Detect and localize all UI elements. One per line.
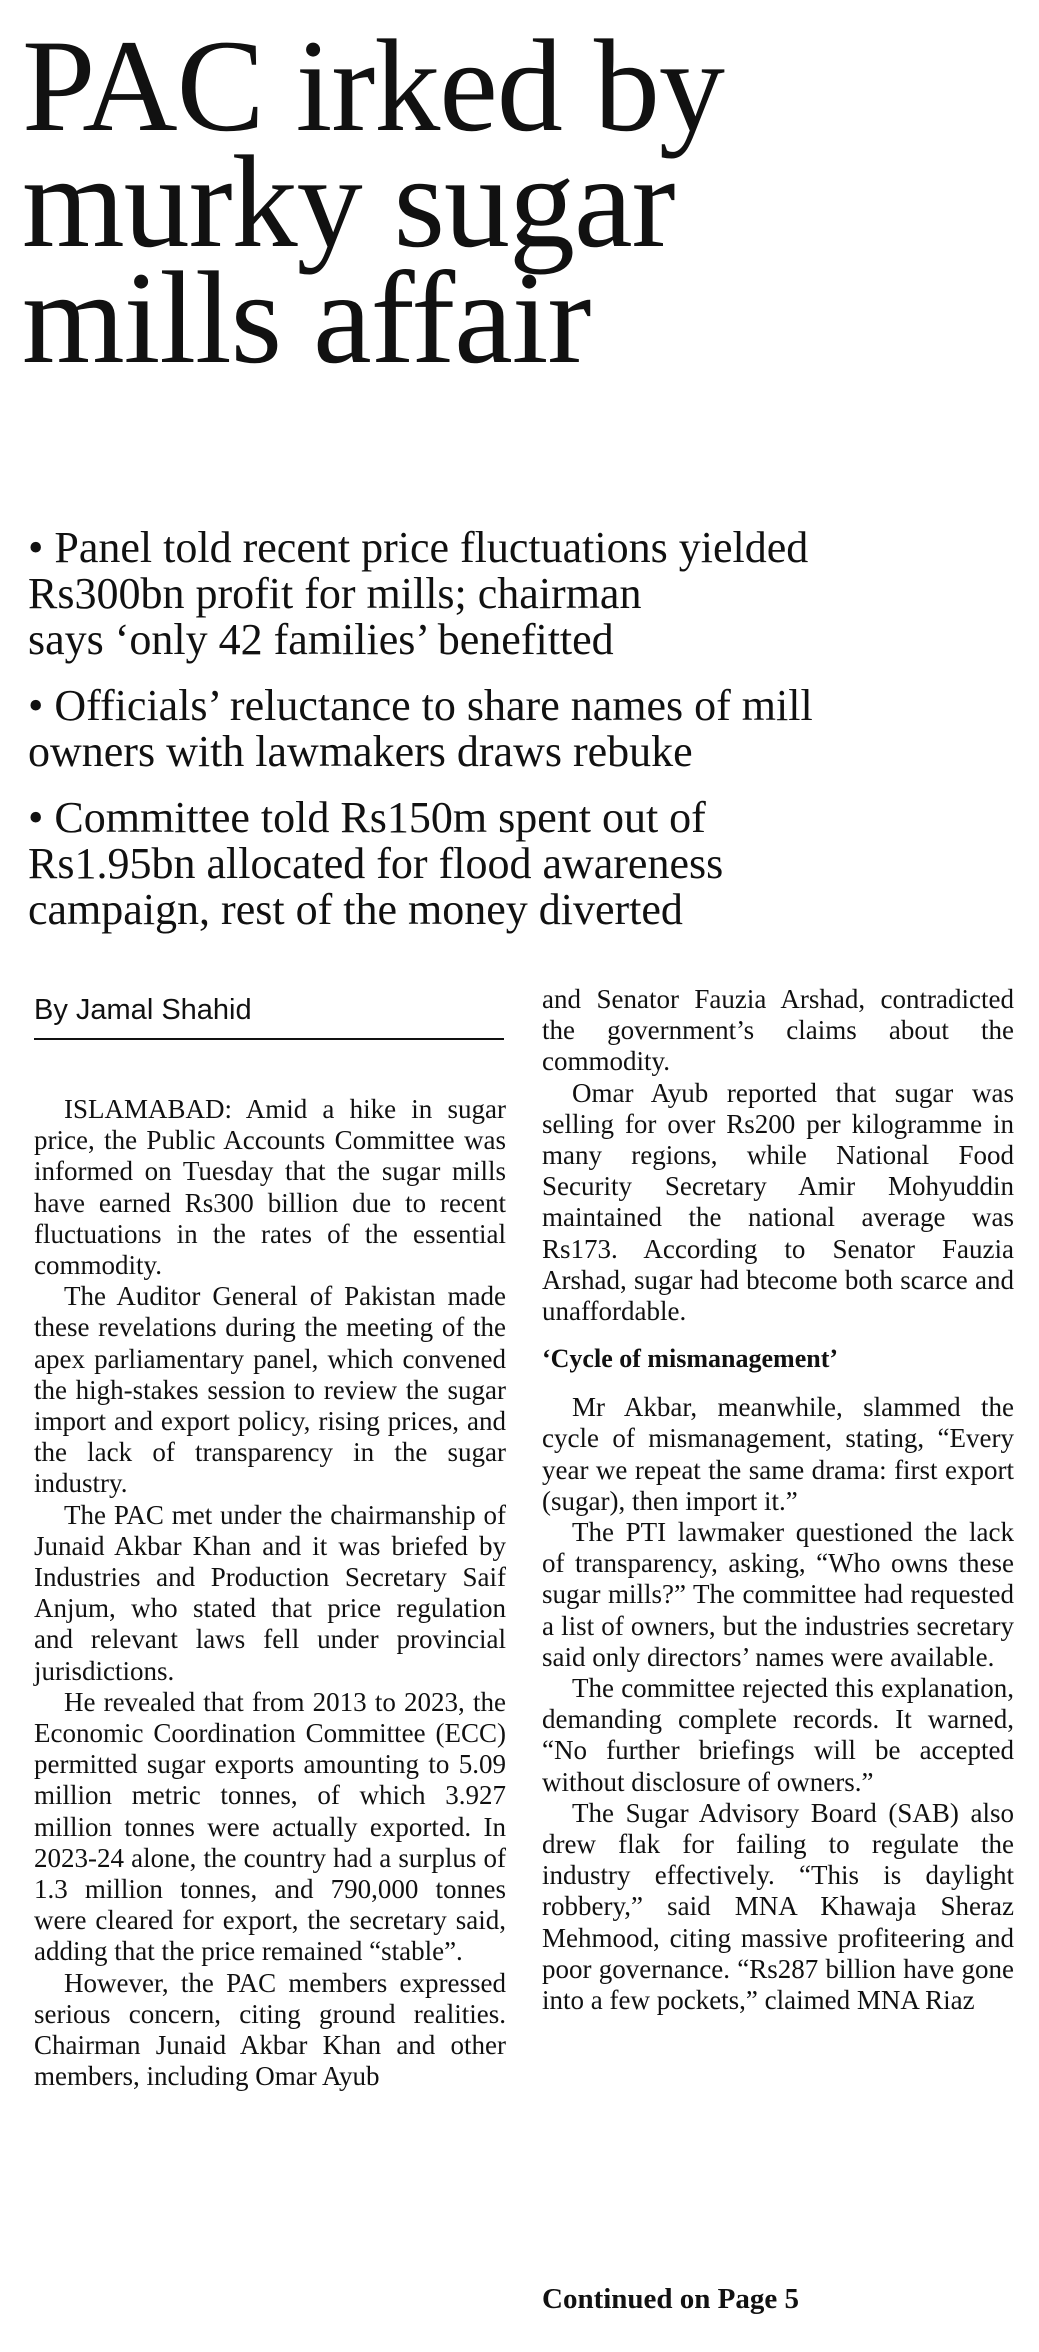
bullet-line: • Committee told Rs150m spent out of — [28, 793, 706, 842]
summary-bullet — [28, 795, 1018, 933]
article-paragraph: and Senator Fauzia Arshad, contradicted the government’s claims about the commodity. — [542, 984, 1014, 1077]
headline — [22, 12, 1022, 391]
article-paragraph: The PTI lawmaker questioned the lack of transparency, asking, “Who owns these sugar mills?” The committee had requested a list of owners, but the industries secretary said only directors’ names were available. — [542, 1517, 1014, 1672]
article-paragraph: The committee rejected this explanation, demanding complete records. It warned, “No further briefings will be accepted without disclosure of owners.” — [542, 1673, 1014, 1797]
bullet-line: • Panel told recent price fluctuations yielded — [28, 523, 809, 572]
article-column-right — [542, 984, 1014, 2016]
article-paragraph: The PAC met under the chairmanship of Junaid Akbar Khan and it was briefed by Industries and Production Secretary Saif Anjum, who stated that price regulation and relevant laws fell under provincial jurisdictions. — [34, 1499, 506, 1686]
bullet-line: says ‘only 42 families’ benefitted — [28, 615, 614, 664]
article-column-left — [34, 1094, 506, 2093]
bullet-line: Rs300bn profit for mills; chairman — [28, 569, 642, 618]
bullet-line: owners with lawmakers draws rebuke — [28, 727, 693, 776]
headline-line: PAC irked by — [22, 12, 724, 159]
bullet-line: Rs1.95bn allocated for flood awareness — [28, 839, 724, 888]
headline-line: mills affair — [22, 244, 591, 391]
article-paragraph: The Auditor General of Pakistan made these revelations during the meeting of the apex parliamentary panel, which convened the high-stakes session to review the sugar import and export policy, rising prices, and the lack of transparency in the sugar industry. — [34, 1281, 506, 1499]
article-paragraph: Mr Akbar, meanwhile, slammed the cycle of mismanagement, stating, “Every year we repeat the same drama: first export (sugar), then import it.” — [542, 1392, 1014, 1516]
summary-bullets — [28, 525, 1018, 953]
article-paragraph: Omar Ayub reported that sugar was selling for over Rs200 per kilogramme in many regions, while National Food Security Secretary Amir Mohyuddin maintained the national average was Rs173. According to Senator Fauzia Arshad, sugar had btecome both scarce and unaffordable. — [542, 1077, 1014, 1327]
continued-notice[interactable]: Continued on Page 5 — [542, 2283, 800, 2315]
article-paragraph: The Sugar Advisory Board (SAB) also drew flak for failing to regulate the industry effectively. “This is daylight robbery,” said MNA Khawaja Sheraz Mehmood, citing massive profiteering and poor governance. “Rs287 billion have gone into a few pockets,” claimed MNA Riaz — [542, 1797, 1014, 2016]
article-paragraph: ISLAMABAD: Amid a hike in sugar price, the Public Accounts Committee was informed on Tuesday that the sugar mills have earned Rs300 billion due to recent fluctuations in the rates of the essential commodity. — [34, 1094, 506, 1281]
article-paragraph: However, the PAC members expressed serious concern, citing ground realities. Chairman Junaid Akbar Khan and other members, including Omar Ayub — [34, 1967, 506, 2092]
byline: By Jamal Shahid — [34, 992, 504, 1040]
summary-bullet — [28, 525, 1018, 663]
summary-bullet — [28, 683, 1018, 775]
headline-line: murky sugar — [22, 128, 675, 275]
article-paragraph: He revealed that from 2013 to 2023, the Economic Coordination Committee (ECC) permitted sugar exports amounting to 5.09 million metric tonnes, of which 3.927 million tonnes were actually exported. In 2023-24 alone, the country had a surplus of 1.3 million tonnes, and 790,000 tonnes were cleared for export, the secretary said, adding that the price remained “stable”. — [34, 1686, 506, 1967]
bullet-line: • Officials’ reluctance to share names of mill — [28, 681, 813, 730]
section-subheading: ‘Cycle of mismanagement’ — [542, 1344, 839, 1374]
bullet-line: campaign, rest of the money diverted — [28, 885, 683, 934]
